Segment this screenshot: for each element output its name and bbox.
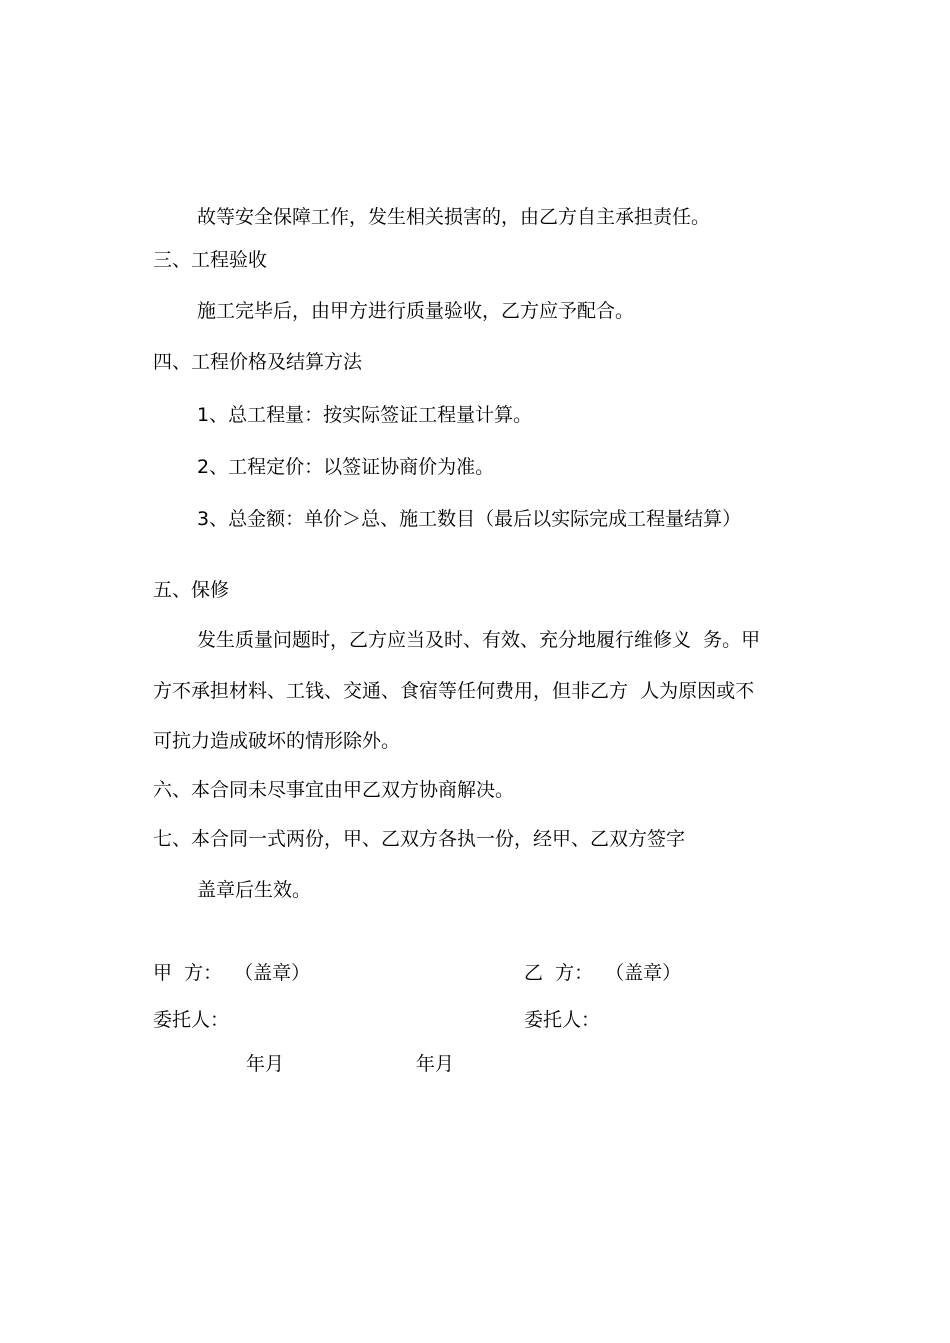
section-5-line-2: 方不承担材料、工钱、交通、食宿等任何费用，但非乙方 人为原因或不 xyxy=(153,680,755,702)
section-5-heading: 五、保修 xyxy=(153,579,230,601)
section-7-continuation: 盖章后生效。 xyxy=(197,879,312,901)
party-b-agent: 委托人： xyxy=(524,1009,601,1031)
section-4-heading: 四、工程价格及结算方法 xyxy=(153,351,363,373)
section-4-item-2: 2、工程定价：以签证协商价为准。 xyxy=(197,456,495,478)
section-3-heading: 三、工程验收 xyxy=(153,249,268,271)
section-6-heading: 六、本合同未尽事宜由甲乙双方协商解决。 xyxy=(153,779,515,801)
section-5-line-1: 发生质量问题时，乙方应当及时、有效、充分地履行维修义 务。甲 xyxy=(197,629,761,651)
section-3-body: 施工完毕后，由甲方进行质量验收，乙方应予配合。 xyxy=(197,300,635,322)
party-b-date: 年月 xyxy=(416,1053,455,1075)
party-a-seal: 甲 方： （盖章） xyxy=(153,962,311,984)
party-a-date: 年月 xyxy=(246,1053,285,1075)
continuation-text: 故等安全保障工作，发生相关损害的，由乙方自主承担责任。 xyxy=(197,206,711,228)
section-5-line-3: 可抗力造成破坏的情形除外。 xyxy=(153,730,401,752)
party-b-seal: 乙 方： （盖章） xyxy=(524,962,682,984)
section-4-item-1: 1、总工程量：按实际签证工程量计算。 xyxy=(197,404,533,426)
party-a-agent: 委托人： xyxy=(153,1009,230,1031)
section-7-heading: 七、本合同一式两份，甲、乙双方各执一份，经甲、乙双方签字 xyxy=(153,828,686,850)
section-4-item-3: 3、总金额：单价＞总、施工数目（最后以实际完成工程量结算） xyxy=(197,508,742,530)
